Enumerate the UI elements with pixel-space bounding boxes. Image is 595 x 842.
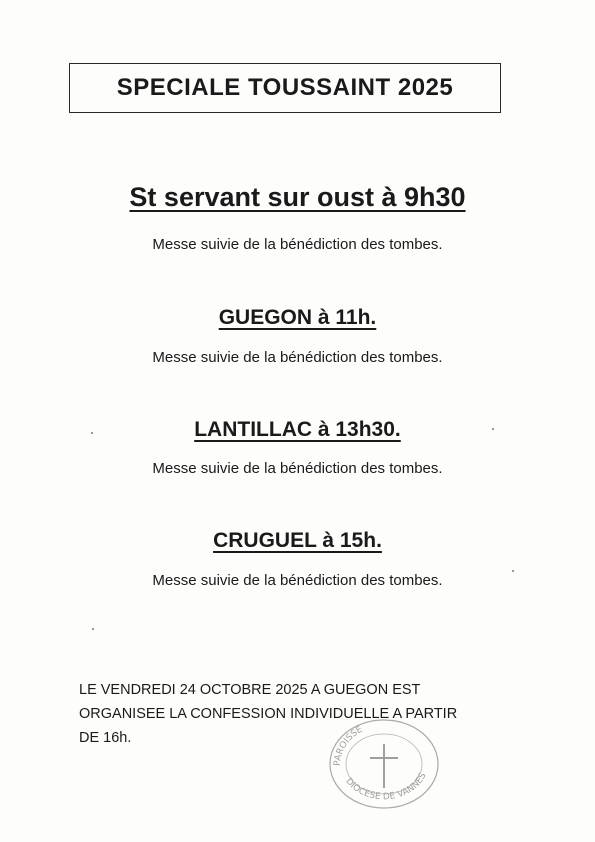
scan-speck xyxy=(492,428,494,430)
event-heading-2: GUEGON à 11h. xyxy=(218,306,377,329)
event-description-1: Messe suivie de la bénédiction des tombes. xyxy=(152,236,443,253)
notice-line-2: ORGANISEE LA CONFESSION INDIVIDUELLE A PARTIR xyxy=(79,706,458,722)
confession-notice xyxy=(79,678,539,750)
scan-speck xyxy=(91,432,93,434)
scan-speck xyxy=(512,570,514,572)
parish-stamp-icon xyxy=(326,714,442,810)
stamp-top-text: PAROISSE xyxy=(332,724,365,767)
notice-line-1: LE VENDREDI 24 OCTOBRE 2025 A GUEGON EST xyxy=(79,682,421,698)
stamp-bottom-text: DIOCESE DE VANNES xyxy=(343,771,429,803)
scan-speck xyxy=(92,628,94,630)
notice-line-3: DE 16h. xyxy=(79,730,132,746)
event-description-4: Messe suivie de la bénédiction des tombes. xyxy=(152,572,443,589)
event-heading-4: CRUGUEL à 15h. xyxy=(213,529,382,552)
svg-text:DIOCESE DE VANNES xyxy=(343,771,428,802)
event-description-2: Messe suivie de la bénédiction des tombes. xyxy=(152,349,443,366)
title-box xyxy=(69,63,501,113)
event-heading-3: LANTILLAC à 13h30. xyxy=(194,418,401,441)
event-heading-1: St servant sur oust à 9h30 xyxy=(129,182,466,212)
event-description-3: Messe suivie de la bénédiction des tombes. xyxy=(152,460,443,477)
page-title: SPECIALE TOUSSAINT 2025 xyxy=(116,74,454,101)
